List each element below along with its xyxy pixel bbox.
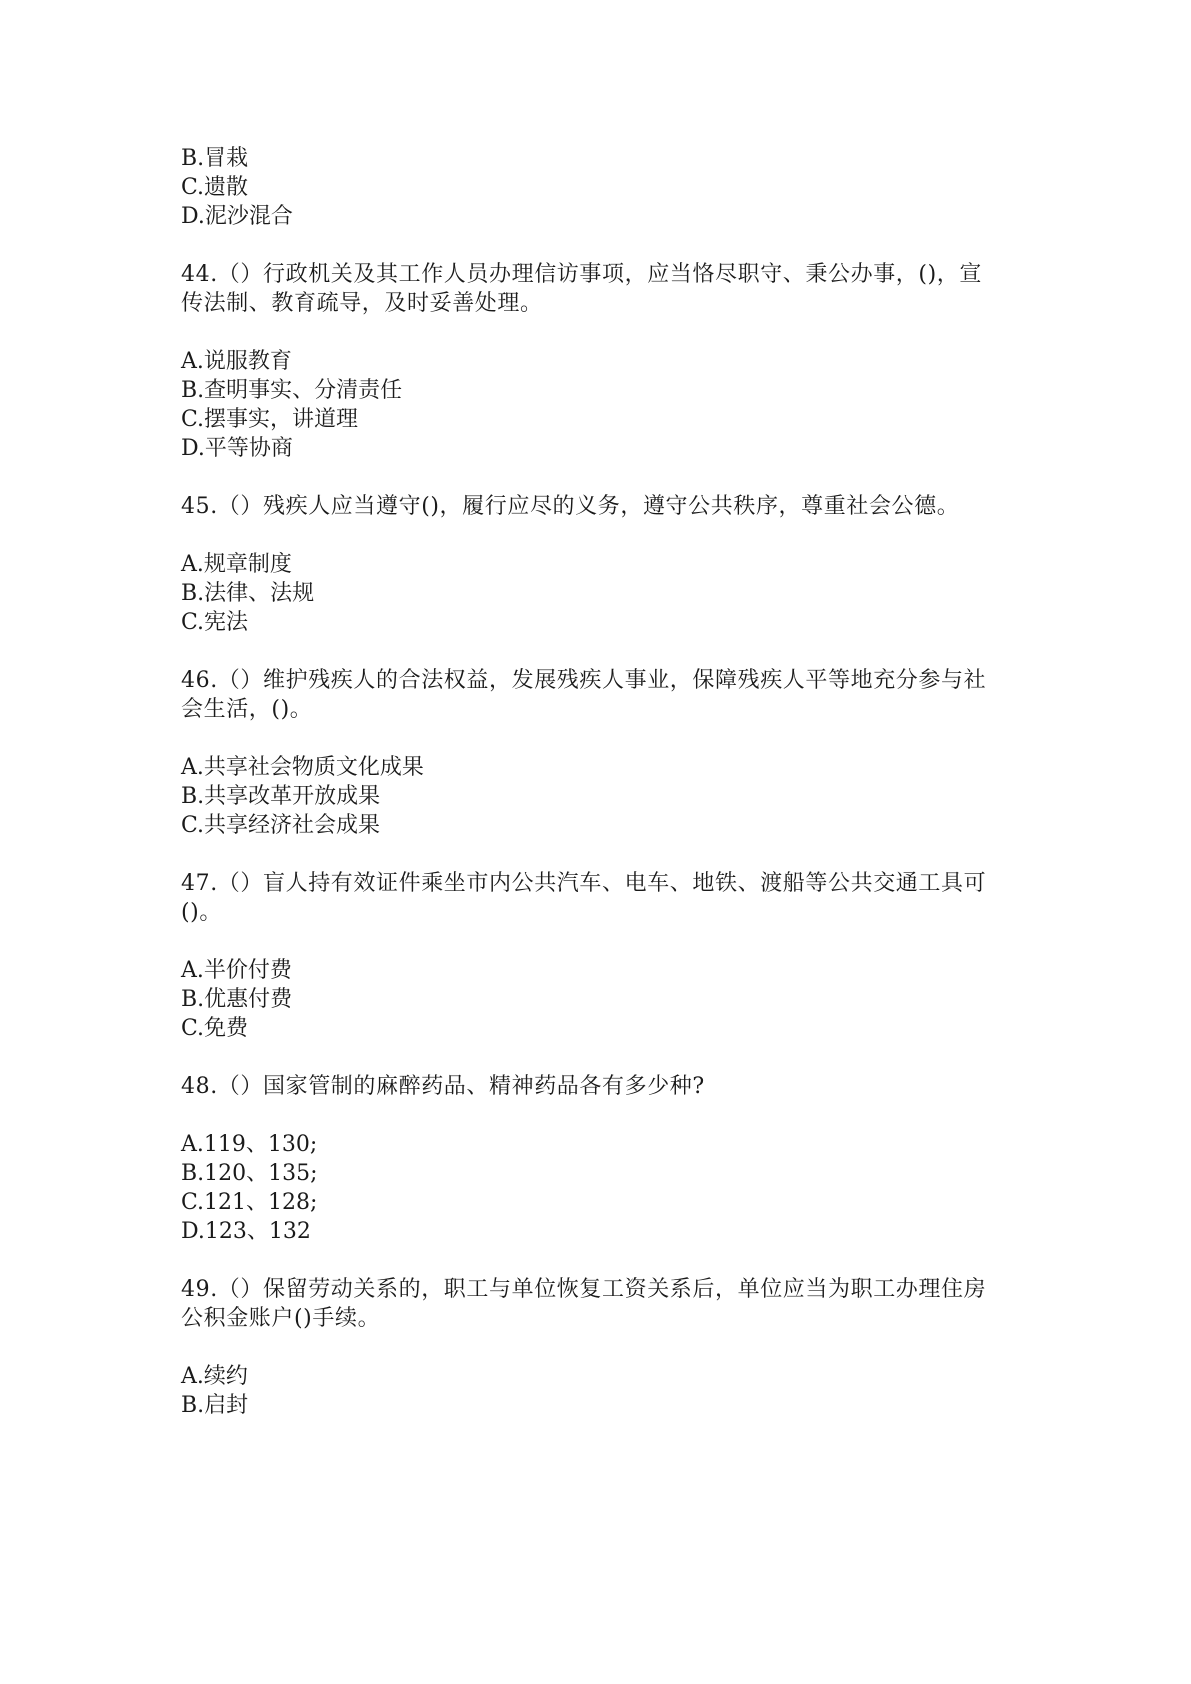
option-text: C.摆事实，讲道理 <box>181 407 359 432</box>
option-text: C.宪法 <box>181 610 249 635</box>
option-text: A.规章制度 <box>181 552 292 577</box>
option-text: A.共享社会物质文化成果 <box>181 755 424 780</box>
question-stem: 49.（）保留劳动关系的，职工与单位恢复工资关系后，单位应当为职工办理住房 <box>181 1277 987 1302</box>
option-text: C.121、128; <box>181 1190 318 1215</box>
option-text: C.免费 <box>181 1016 249 1041</box>
option-text: B.共享改革开放成果 <box>181 784 381 809</box>
option-text: A.说服教育 <box>181 349 292 374</box>
option-text: D.123、132 <box>181 1219 311 1244</box>
option-text: D.泥沙混合 <box>181 204 293 229</box>
option-text: D.平等协商 <box>181 436 293 461</box>
question-stem: ()。 <box>181 900 222 925</box>
option-text: B.冒栽 <box>181 146 249 171</box>
question-stem: 47.（）盲人持有效证件乘坐市内公共汽车、电车、地铁、渡船等公共交通工具可 <box>181 871 987 896</box>
option-text: A.119、130; <box>181 1132 318 1157</box>
option-text: B.启封 <box>181 1393 249 1418</box>
option-text: B.优惠付费 <box>181 987 293 1012</box>
question-stem: 44.（）行政机关及其工作人员办理信访事项，应当恪尽职守、秉公办事，()，宣 <box>181 262 982 287</box>
option-text: A.半价付费 <box>181 958 292 983</box>
question-stem: 46.（）维护残疾人的合法权益，发展残疾人事业，保障残疾人平等地充分参与社 <box>181 668 987 693</box>
option-text: A.续约 <box>181 1364 248 1389</box>
option-text: C.遗散 <box>181 175 249 200</box>
option-text: B.法律、法规 <box>181 581 315 606</box>
question-stem: 公积金账户()手续。 <box>181 1306 381 1331</box>
option-text: C.共享经济社会成果 <box>181 813 381 838</box>
question-stem: 45.（）残疾人应当遵守()，履行应尽的义务，遵守公共秩序，尊重社会公德。 <box>181 494 960 519</box>
question-stem: 48.（）国家管制的麻醉药品、精神药品各有多少种? <box>181 1074 705 1099</box>
question-stem: 会生活，()。 <box>181 697 313 722</box>
option-text: B.查明事实、分清责任 <box>181 378 403 403</box>
option-text: B.120、135; <box>181 1161 318 1186</box>
question-stem: 传法制、教育疏导，及时妥善处理。 <box>181 291 543 316</box>
